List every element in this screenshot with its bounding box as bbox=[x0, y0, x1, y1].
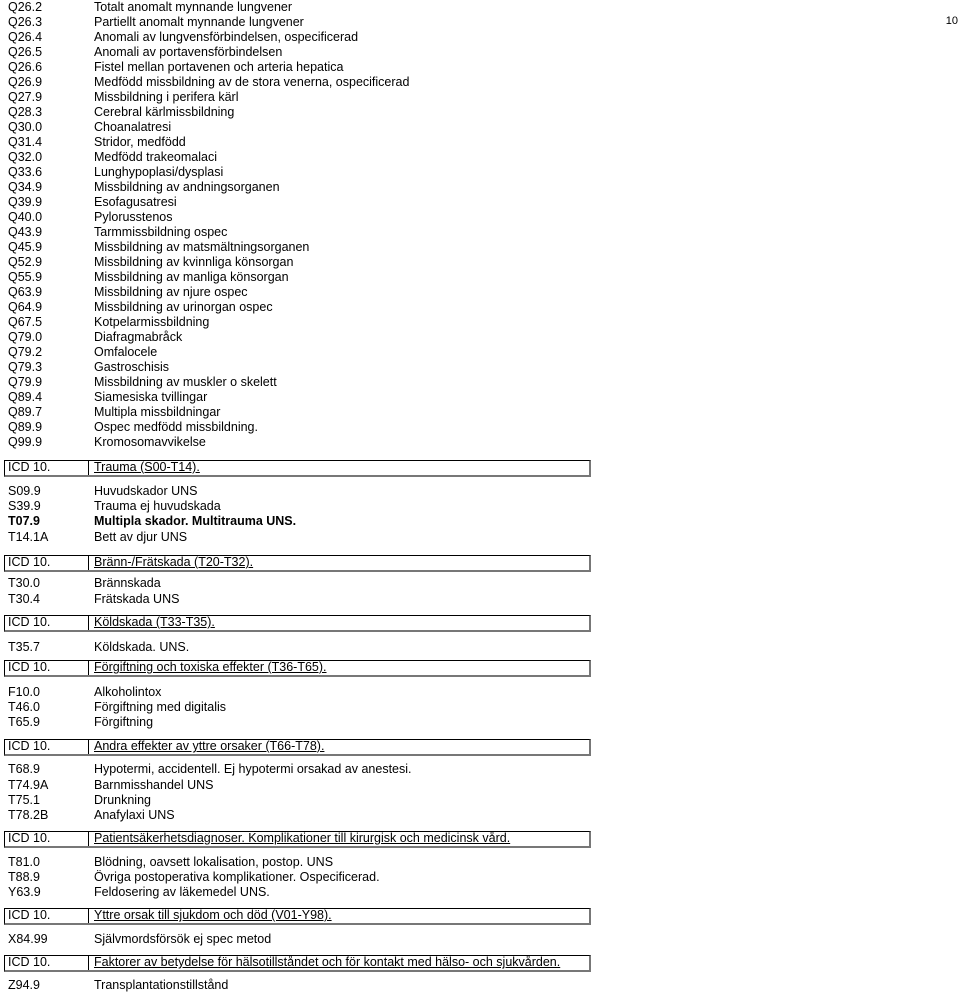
diagnosis-code: Y63.9 bbox=[8, 885, 41, 899]
diagnosis-description: Esofagusatresi bbox=[94, 195, 177, 209]
diagnosis-description: Drunkning bbox=[94, 793, 151, 807]
section-header-divider bbox=[88, 556, 89, 570]
diagnosis-description: Partiellt anomalt mynnande lungvener bbox=[94, 15, 304, 29]
diagnosis-description: Tarmmissbildning ospec bbox=[94, 225, 228, 239]
section-header-code: ICD 10. bbox=[8, 831, 51, 845]
diagnosis-code: Q28.3 bbox=[8, 105, 43, 119]
diagnosis-description: Pylorusstenos bbox=[94, 210, 173, 224]
diagnosis-code: Q79.3 bbox=[8, 360, 43, 374]
diagnosis-description: Huvudskador UNS bbox=[94, 484, 198, 498]
diagnosis-code: Q45.9 bbox=[8, 240, 43, 254]
diagnosis-code: T30.4 bbox=[8, 592, 40, 606]
diagnosis-description: Multipla missbildningar bbox=[94, 405, 221, 419]
section-header bbox=[4, 555, 590, 570]
diagnosis-description: Anomali av lungvensförbindelsen, ospecificerad bbox=[94, 30, 359, 44]
diagnosis-description: Kromosomavvikelse bbox=[94, 435, 206, 449]
section-header-box bbox=[4, 555, 591, 572]
diagnosis-code: T35.7 bbox=[8, 640, 40, 654]
section-header-title: Köldskada (T33-T35). bbox=[94, 615, 215, 629]
diagnosis-description: Förgiftning med digitalis bbox=[94, 700, 227, 714]
diagnosis-code: Q52.9 bbox=[8, 255, 43, 269]
section-header-title: Patientsäkerhetsdiagnoser. Komplikationer till kirurgisk och medicinsk vård. bbox=[94, 831, 511, 845]
section-header-divider bbox=[88, 740, 89, 754]
diagnosis-code: Q67.5 bbox=[8, 315, 43, 329]
diagnosis-code: T65.9 bbox=[8, 715, 40, 729]
diagnosis-description: Omfalocele bbox=[94, 345, 158, 359]
diagnosis-code: Q99.9 bbox=[8, 435, 43, 449]
diagnosis-description: Feldosering av läkemedel UNS. bbox=[94, 885, 270, 899]
diagnosis-code: Q43.9 bbox=[8, 225, 43, 239]
diagnosis-code: T74.9A bbox=[8, 778, 49, 792]
diagnosis-description: Blödning, oavsett lokalisation, postop. UNS bbox=[94, 855, 334, 869]
diagnosis-code: Q32.0 bbox=[8, 150, 43, 164]
section-header-divider bbox=[88, 832, 89, 846]
diagnosis-code: F10.0 bbox=[8, 685, 40, 699]
section-header-title: Yttre orsak till sjukdom och död (V01-Y98). bbox=[94, 908, 332, 922]
diagnosis-code: Q26.6 bbox=[8, 60, 43, 74]
diagnosis-code: Q33.6 bbox=[8, 165, 43, 179]
diagnosis-code: T07.9 bbox=[8, 514, 40, 528]
section-header-divider bbox=[88, 461, 89, 475]
section-header bbox=[4, 908, 590, 923]
section-header-code: ICD 10. bbox=[8, 908, 51, 922]
diagnosis-code: Q89.4 bbox=[8, 390, 43, 404]
diagnosis-description: Medfödd trakeomalaci bbox=[94, 150, 217, 164]
diagnosis-code: Q63.9 bbox=[8, 285, 43, 299]
diagnosis-code: T46.0 bbox=[8, 700, 40, 714]
diagnosis-code: T88.9 bbox=[8, 870, 40, 884]
section-header-title: Trauma (S00-T14). bbox=[94, 460, 200, 474]
diagnosis-code: T78.2B bbox=[8, 808, 49, 822]
diagnosis-code: Q26.2 bbox=[8, 0, 43, 14]
section-header bbox=[4, 831, 590, 846]
diagnosis-code: T75.1 bbox=[8, 793, 40, 807]
section-header-divider bbox=[88, 956, 89, 970]
diagnosis-description: Missbildning av njure ospec bbox=[94, 285, 248, 299]
diagnosis-code: Q40.0 bbox=[8, 210, 43, 224]
diagnosis-code: Q89.9 bbox=[8, 420, 43, 434]
page-number: 10 bbox=[945, 15, 958, 27]
section-header-divider bbox=[88, 616, 89, 630]
section-header bbox=[4, 739, 590, 754]
diagnosis-description: Transplantationstillstånd bbox=[94, 978, 229, 992]
diagnosis-description: Medfödd missbildning av de stora venerna, ospecificerad bbox=[94, 75, 410, 89]
section-header-code: ICD 10. bbox=[8, 739, 51, 753]
diagnosis-description: Missbildning av muskler o skelett bbox=[94, 375, 277, 389]
section-header-divider bbox=[88, 909, 89, 923]
section-header-code: ICD 10. bbox=[8, 955, 51, 969]
diagnosis-description: Cerebral kärlmissbildning bbox=[94, 105, 235, 119]
diagnosis-description: Missbildning av urinorgan ospec bbox=[94, 300, 273, 314]
diagnosis-description: Trauma ej huvudskada bbox=[94, 499, 221, 513]
diagnosis-code: T30.0 bbox=[8, 576, 40, 590]
diagnosis-description: Frätskada UNS bbox=[94, 592, 180, 606]
diagnosis-code: T81.0 bbox=[8, 855, 40, 869]
diagnosis-description: Anomali av portavensförbindelsen bbox=[94, 45, 283, 59]
diagnosis-code: Q79.9 bbox=[8, 375, 43, 389]
diagnosis-code: Q26.9 bbox=[8, 75, 43, 89]
diagnosis-code: Q26.4 bbox=[8, 30, 43, 44]
section-header-divider bbox=[88, 661, 89, 675]
diagnosis-description: Missbildning av andningsorganen bbox=[94, 180, 280, 194]
section-header-box bbox=[4, 460, 591, 477]
diagnosis-description: Lunghypoplasi/dysplasi bbox=[94, 165, 224, 179]
section-header bbox=[4, 660, 590, 675]
section-header-title: Faktorer av betydelse för hälsotillståndet och för kontakt med hälso- och sjukvården. bbox=[94, 955, 561, 969]
diagnosis-description: Choanalatresi bbox=[94, 120, 172, 134]
diagnosis-description: Siamesiska tvillingar bbox=[94, 390, 208, 404]
section-header-title: Andra effekter av yttre orsaker (T66-T78). bbox=[94, 739, 325, 753]
section-header bbox=[4, 460, 590, 475]
diagnosis-description: Anafylaxi UNS bbox=[94, 808, 175, 822]
diagnosis-description: Stridor, medfödd bbox=[94, 135, 186, 149]
diagnosis-code: Q39.9 bbox=[8, 195, 43, 209]
diagnosis-code: Q55.9 bbox=[8, 270, 43, 284]
section-header bbox=[4, 955, 590, 970]
diagnosis-description: Övriga postoperativa komplikationer. Ospecificerad. bbox=[94, 870, 380, 884]
diagnosis-description: Barnmisshandel UNS bbox=[94, 778, 214, 792]
diagnosis-code: Z94.9 bbox=[8, 978, 40, 992]
diagnosis-description: Hypotermi, accidentell. Ej hypotermi orsakad av anestesi. bbox=[94, 762, 412, 776]
diagnosis-description: Missbildning av kvinnliga könsorgan bbox=[94, 255, 294, 269]
section-header-code: ICD 10. bbox=[8, 460, 51, 474]
diagnosis-description: Diafragmabråck bbox=[94, 330, 183, 344]
diagnosis-code: S09.9 bbox=[8, 484, 41, 498]
diagnosis-code: Q64.9 bbox=[8, 300, 43, 314]
diagnosis-description: Totalt anomalt mynnande lungvener bbox=[94, 0, 293, 14]
diagnosis-code: S39.9 bbox=[8, 499, 41, 513]
section-header bbox=[4, 615, 590, 630]
diagnosis-description: Köldskada. UNS. bbox=[94, 640, 190, 654]
diagnosis-description: Missbildning i perifera kärl bbox=[94, 90, 239, 104]
diagnosis-description: Förgiftning bbox=[94, 715, 154, 729]
diagnosis-description: Multipla skador. Multitrauma UNS. bbox=[94, 514, 297, 528]
diagnosis-description: Missbildning av matsmältningsorganen bbox=[94, 240, 310, 254]
diagnosis-code: X84.99 bbox=[8, 932, 48, 946]
diagnosis-code: Q79.2 bbox=[8, 345, 43, 359]
section-header-code: ICD 10. bbox=[8, 555, 51, 569]
diagnosis-code: Q31.4 bbox=[8, 135, 43, 149]
diagnosis-description: Missbildning av manliga könsorgan bbox=[94, 270, 289, 284]
diagnosis-code: Q34.9 bbox=[8, 180, 43, 194]
diagnosis-code: Q26.5 bbox=[8, 45, 43, 59]
diagnosis-description: Ospec medfödd missbildning. bbox=[94, 420, 258, 434]
diagnosis-description: Kotpelarmissbildning bbox=[94, 315, 210, 329]
diagnosis-description: Alkoholintox bbox=[94, 685, 162, 699]
diagnosis-description: Bett av djur UNS bbox=[94, 530, 188, 544]
diagnosis-code: Q89.7 bbox=[8, 405, 43, 419]
section-header-box bbox=[4, 615, 591, 632]
diagnosis-code: Q27.9 bbox=[8, 90, 43, 104]
section-header-code: ICD 10. bbox=[8, 660, 51, 674]
diagnosis-code: Q79.0 bbox=[8, 330, 43, 344]
diagnosis-code: T14.1A bbox=[8, 530, 49, 544]
diagnosis-code: Q26.3 bbox=[8, 15, 43, 29]
diagnosis-description: Gastroschisis bbox=[94, 360, 170, 374]
diagnosis-description: Brännskada bbox=[94, 576, 161, 590]
diagnosis-description: Fistel mellan portavenen och arteria hepatica bbox=[94, 60, 344, 74]
diagnosis-description: Självmordsförsök ej spec metod bbox=[94, 932, 272, 946]
section-header-title: Förgiftning och toxiska effekter (T36-T65). bbox=[94, 660, 327, 674]
section-header-title: Bränn-/Frätskada (T20-T32). bbox=[94, 555, 254, 569]
section-header-code: ICD 10. bbox=[8, 615, 51, 629]
diagnosis-code: Q30.0 bbox=[8, 120, 43, 134]
diagnosis-code: T68.9 bbox=[8, 762, 40, 776]
